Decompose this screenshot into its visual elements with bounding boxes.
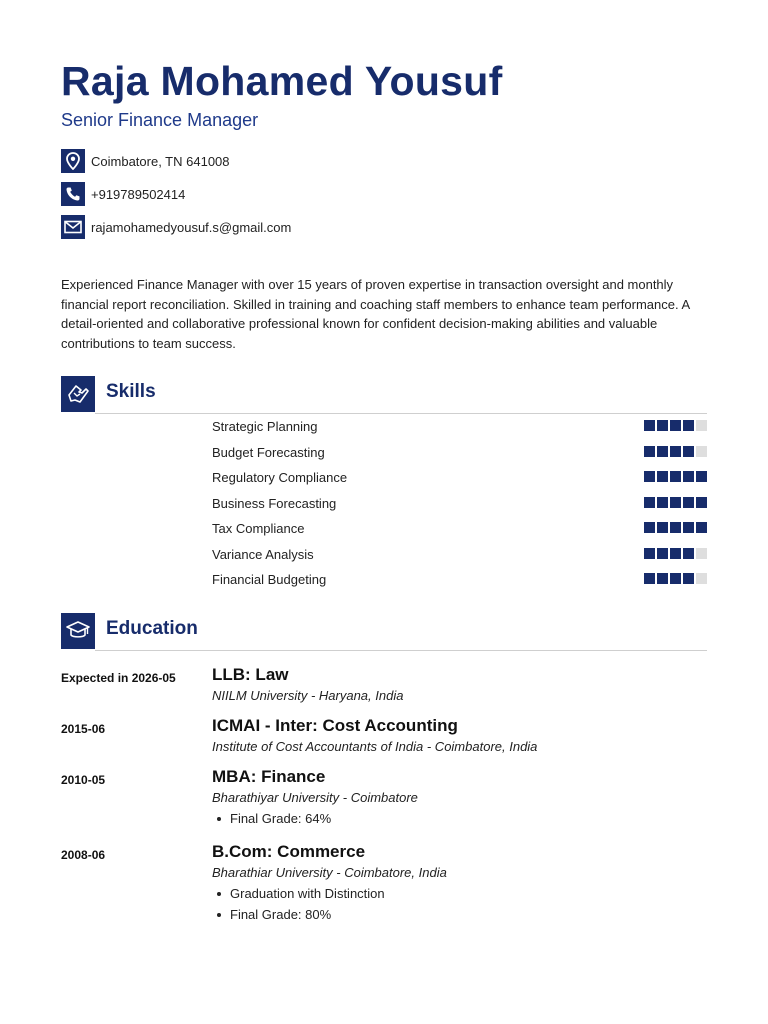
skill-level-filled xyxy=(657,471,668,482)
skill-level-bar xyxy=(644,573,707,584)
skill-name: Strategic Planning xyxy=(212,419,318,434)
skill-level-bar xyxy=(644,497,707,508)
education-details xyxy=(212,664,707,706)
graduation-cap-icon xyxy=(61,613,95,649)
skill-level-filled xyxy=(683,497,694,508)
education-bullet: Final Grade: 64% xyxy=(212,808,707,829)
skill-name: Business Forecasting xyxy=(212,495,337,511)
skill-level-bar xyxy=(644,548,707,559)
contact-phone xyxy=(61,182,291,206)
skill-level-filled xyxy=(644,497,655,508)
education-degree: MBA: Finance xyxy=(212,767,326,786)
skill-row xyxy=(212,544,707,570)
education-details xyxy=(212,841,707,925)
skill-level-filled xyxy=(670,420,681,431)
skill-row xyxy=(212,569,707,595)
contact-email-text[interactable]: rajamohamedyousuf.s@gmail.com xyxy=(91,219,292,235)
skill-name: Regulatory Compliance xyxy=(212,470,348,485)
skill-level-filled xyxy=(670,471,681,482)
skill-level-filled xyxy=(683,420,694,431)
education-school: Bharathiyar University - Coimbatore xyxy=(212,790,418,805)
skill-level-filled xyxy=(670,548,681,559)
skill-level-filled xyxy=(644,573,655,584)
skill-level-empty xyxy=(696,573,707,584)
education-degree: B.Com: Commerce xyxy=(212,842,366,861)
contact-phone-text[interactable]: +919789502414 xyxy=(91,186,186,202)
education-entry xyxy=(61,715,707,757)
skill-level-filled xyxy=(644,471,655,482)
skill-level-filled xyxy=(657,548,668,559)
education-bullet: Graduation with Distinction xyxy=(212,883,707,904)
education-school: Institute of Cost Accountants of India - Coimbatore, India xyxy=(212,739,538,754)
education-school: Bharathiar University - Coimbatore, India xyxy=(212,865,447,880)
location-pin-icon xyxy=(61,149,85,173)
education-bullet: Final Grade: 80% xyxy=(212,904,707,925)
education-list xyxy=(61,664,707,925)
skills-title: Skills xyxy=(106,381,156,402)
skill-level-filled xyxy=(696,471,707,482)
phone-icon xyxy=(61,182,85,206)
education-bullets xyxy=(212,808,707,829)
skill-row xyxy=(212,442,707,468)
skill-level-filled xyxy=(683,573,694,584)
skill-name: Variance Analysis xyxy=(212,546,314,562)
education-date: 2008-06 xyxy=(61,848,106,862)
skills-divider xyxy=(95,413,707,414)
education-bullets xyxy=(212,883,707,925)
skill-level-bar xyxy=(644,446,707,457)
skill-level-filled xyxy=(683,471,694,482)
skill-level-filled xyxy=(670,497,681,508)
skill-level-filled xyxy=(644,522,655,533)
skill-row xyxy=(212,493,707,519)
contact-list xyxy=(61,149,291,248)
education-date: 2015-06 xyxy=(61,722,106,736)
skill-level-filled xyxy=(644,420,655,431)
skill-name: Budget Forecasting xyxy=(212,444,325,460)
candidate-name: Raja Mohamed Yousuf xyxy=(61,58,503,104)
skills-section-header xyxy=(61,376,707,412)
education-date: Expected in 2026-05 xyxy=(61,671,176,685)
skill-level-filled xyxy=(670,446,681,457)
education-entry xyxy=(61,664,707,706)
skill-row xyxy=(212,416,707,442)
skill-level-bar xyxy=(644,471,707,482)
contact-location-text: Coimbatore, TN 641008 xyxy=(91,153,230,169)
skill-level-filled xyxy=(696,522,707,533)
skill-level-filled xyxy=(657,446,668,457)
skill-level-filled xyxy=(657,573,668,584)
skill-name: Tax Compliance xyxy=(212,521,305,536)
skill-level-filled xyxy=(683,548,694,559)
education-entry xyxy=(61,841,707,925)
education-title: Education xyxy=(106,618,198,639)
skill-level-empty xyxy=(696,420,707,431)
skill-level-filled xyxy=(657,522,668,533)
education-degree: LLB: Law xyxy=(212,665,289,684)
job-title: Senior Finance Manager xyxy=(61,110,259,130)
skill-level-filled xyxy=(657,420,668,431)
skill-level-bar xyxy=(644,420,707,431)
skill-level-filled xyxy=(696,497,707,508)
skill-level-filled xyxy=(657,497,668,508)
skill-level-filled xyxy=(670,573,681,584)
contact-location xyxy=(61,149,291,173)
skill-name: Financial Budgeting xyxy=(212,572,327,587)
skills-list xyxy=(212,416,707,595)
education-details xyxy=(212,715,707,757)
skill-level-filled xyxy=(644,446,655,457)
education-divider xyxy=(95,650,707,651)
email-icon xyxy=(61,215,85,239)
skill-level-bar xyxy=(644,522,707,533)
puzzle-hand-icon xyxy=(61,376,95,412)
education-degree: ICMAI - Inter: Cost Accounting xyxy=(212,716,458,735)
education-entry xyxy=(61,766,707,829)
education-school: NIILM University - Haryana, India xyxy=(212,688,404,703)
skill-level-filled xyxy=(644,548,655,559)
education-section-header xyxy=(61,613,707,649)
professional-summary: Experienced Finance Manager with over 15 years of proven expertise in transaction oversight and monthly financial report reconciliation. Skilled in training and coaching staff members to enhance team performance. A detail-oriented and collaborative professional known for confident decision-making abilities and valuable contributions to team success. xyxy=(61,277,690,351)
education-details xyxy=(212,766,707,829)
contact-email xyxy=(61,215,291,239)
skill-level-filled xyxy=(683,446,694,457)
skill-level-filled xyxy=(683,522,694,533)
skill-level-empty xyxy=(696,548,707,559)
skill-level-filled xyxy=(670,522,681,533)
education-date: 2010-05 xyxy=(61,773,106,787)
skill-row xyxy=(212,518,707,544)
skill-row xyxy=(212,467,707,493)
skill-level-empty xyxy=(696,446,707,457)
